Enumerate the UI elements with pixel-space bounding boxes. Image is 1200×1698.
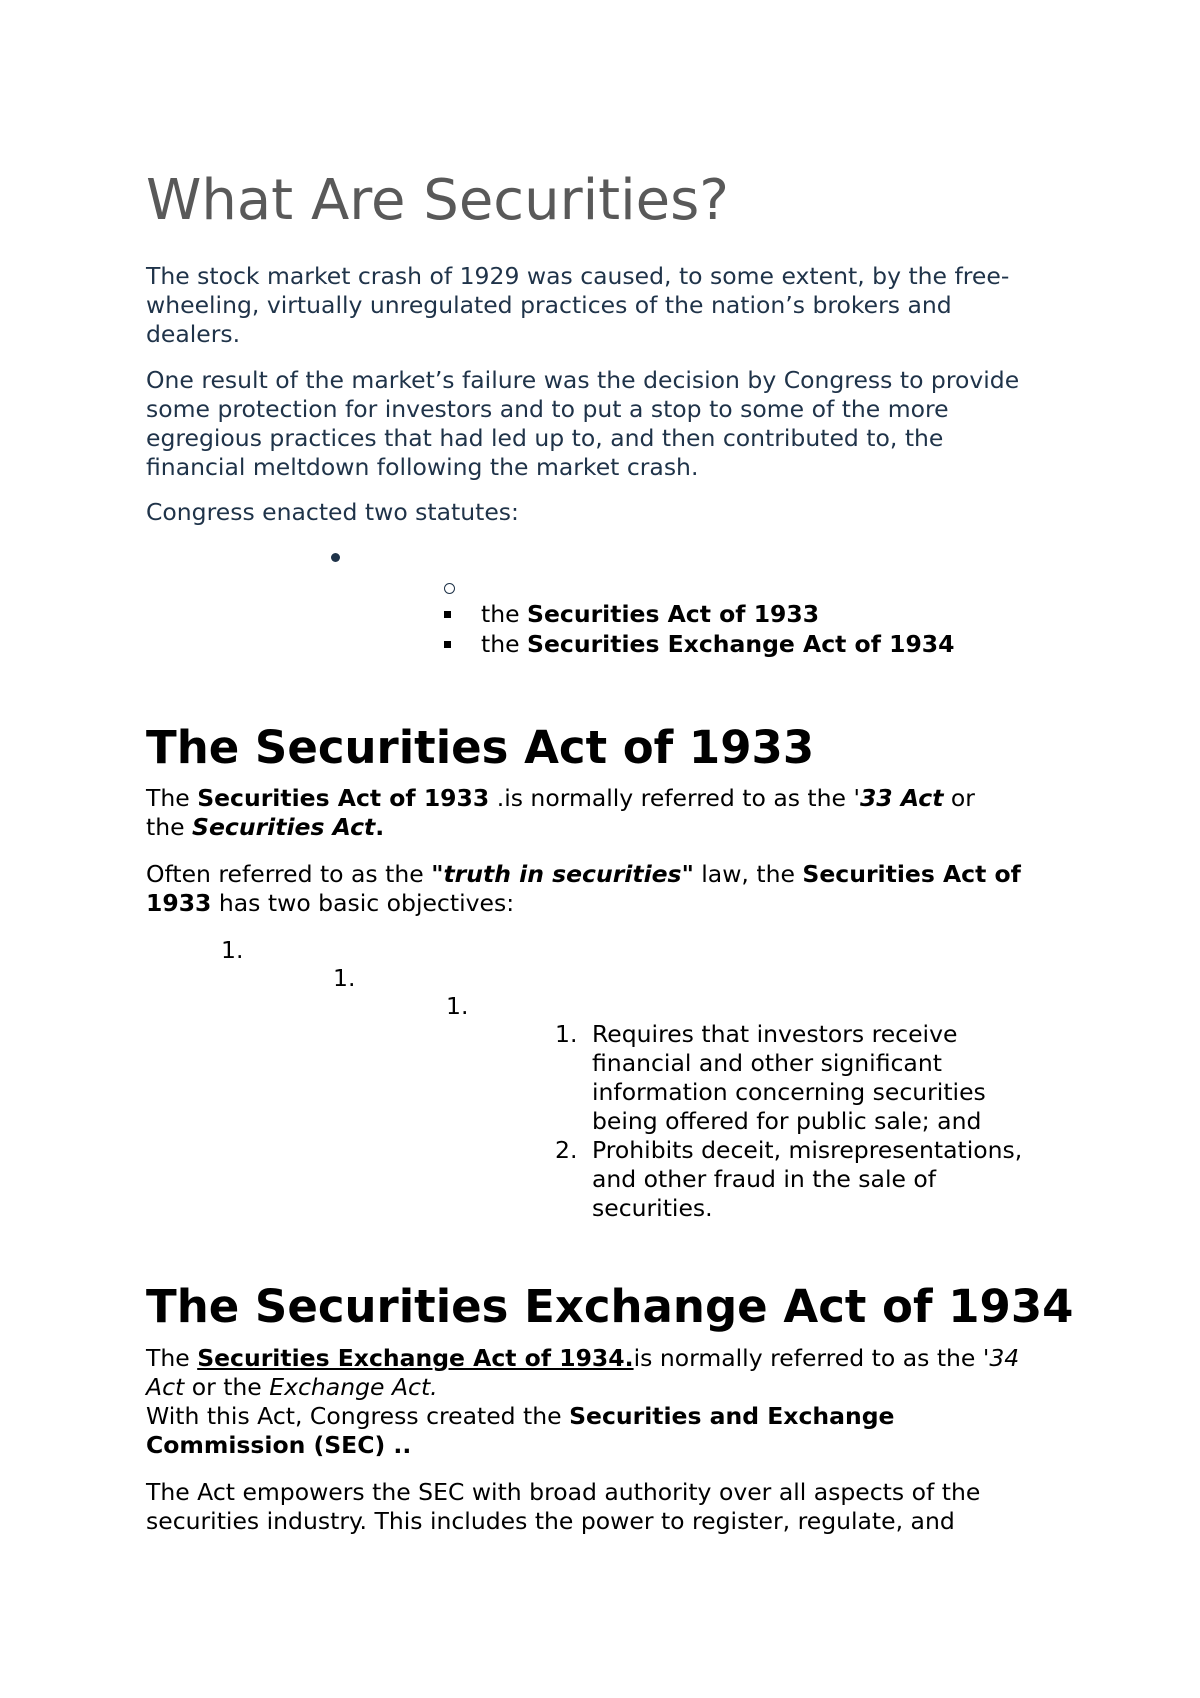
text-line: financial and other significant <box>592 1049 942 1077</box>
act1934-paragraph-3 <box>146 1478 980 1536</box>
text-run: With this Act, Congress created the <box>146 1402 570 1430</box>
nested-list-marker: 1. <box>446 992 469 1020</box>
statute-prefix: the <box>481 600 528 628</box>
text-line: being offered for public sale; and <box>592 1107 982 1135</box>
objective-item-1 <box>592 1020 986 1136</box>
text-line: dealers. <box>146 320 241 348</box>
statute-name: Securities Exchange Act of 1934 <box>527 630 955 658</box>
bullet-square-icon <box>444 611 451 618</box>
text-line: Prohibits deceit, misrepresentations, <box>592 1136 1023 1164</box>
statute-name: Securities Act of 1933 <box>527 600 820 628</box>
objective-marker: 2. <box>555 1136 578 1164</box>
text-line <box>146 784 975 813</box>
bullet-dot-icon <box>331 553 340 562</box>
statute-prefix: the <box>481 630 528 658</box>
text-run: .is normally referred to as the ' <box>489 784 860 812</box>
text-run-bold-italic: truth in securities <box>443 860 682 888</box>
text-run: law, the <box>693 860 803 888</box>
text-line <box>146 1431 894 1460</box>
text-run: the <box>146 813 193 841</box>
text-line <box>146 889 1021 918</box>
text-line: financial meltdown following the market crash. <box>146 453 699 481</box>
nested-list-marker: 1. <box>333 964 356 992</box>
text-line: Requires that investors receive <box>592 1020 958 1048</box>
text-run: The <box>146 1344 198 1372</box>
text-run-bold: " <box>681 860 694 888</box>
act1934-paragraph-2 <box>146 1402 894 1460</box>
intro-paragraph-2 <box>146 366 1019 482</box>
text-run-bold-underline: Securities Exchange Act of 1934. <box>197 1344 634 1372</box>
text-line <box>146 860 1021 889</box>
page-title: What Are Securities? <box>146 168 730 233</box>
section-heading-1933: The Securities Act of 1933 <box>146 721 815 774</box>
statute-item-1933 <box>481 600 819 629</box>
act1933-paragraph-2 <box>146 860 1021 918</box>
statute-item-1934 <box>481 630 955 659</box>
text-line <box>146 1402 894 1431</box>
text-run-italic: Act <box>146 1373 185 1401</box>
bullet-square-icon <box>444 641 451 648</box>
intro-paragraph-3: Congress enacted two statutes: <box>146 498 519 526</box>
text-run-bold-italic: Securities Act <box>192 813 376 841</box>
text-run-italic: Exchange Act. <box>269 1373 438 1401</box>
text-run-bold: Securities and Exchange <box>569 1402 895 1430</box>
text-run: The <box>146 784 198 812</box>
text-run-italic: 34 <box>989 1344 1020 1372</box>
text-run-bold-italic: 33 Act <box>859 784 944 812</box>
text-line: securities industry. This includes the power to register, regulate, and <box>146 1507 955 1535</box>
text-line <box>146 1373 1019 1402</box>
text-line: and other fraud in the sale of <box>592 1165 937 1193</box>
text-run: is normally referred to as the ' <box>633 1344 990 1372</box>
text-line <box>146 813 975 842</box>
act1933-paragraph-1 <box>146 784 975 842</box>
text-run-bold: Commission (SEC) .. <box>146 1431 412 1459</box>
text-line <box>146 1344 1019 1373</box>
text-run: Often referred to as the <box>146 860 432 888</box>
text-run-bold: Securities Act of 1933 <box>197 784 490 812</box>
text-line: One result of the market’s failure was the decision by Congress to provide <box>146 366 1020 394</box>
objective-marker: 1. <box>555 1020 578 1048</box>
text-line: The stock market crash of 1929 was caused, to some extent, by the free- <box>146 262 1010 290</box>
text-line: egregious practices that had led up to, and then contributed to, the <box>146 424 944 452</box>
text-run-bold: . <box>375 813 385 841</box>
text-line: some protection for investors and to put a stop to some of the more <box>146 395 949 423</box>
nested-list-marker: 1. <box>221 936 244 964</box>
intro-paragraph-1 <box>146 262 1009 349</box>
bullet-circle-icon <box>444 583 455 594</box>
text-line: The Act empowers the SEC with broad authority over all aspects of the <box>146 1478 981 1506</box>
text-run: or the <box>184 1373 270 1401</box>
text-line: securities. <box>592 1194 713 1222</box>
text-line: information concerning securities <box>592 1078 986 1106</box>
text-run-bold: Securities Act of <box>802 860 1021 888</box>
text-run: or <box>943 784 975 812</box>
text-run-bold: 1933 <box>146 889 212 917</box>
act1934-paragraph-1 <box>146 1344 1019 1402</box>
text-line: wheeling, virtually unregulated practices of the nation’s brokers and <box>146 291 952 319</box>
objective-item-2 <box>592 1136 1022 1223</box>
text-run: has two basic objectives: <box>211 889 515 917</box>
section-heading-1934: The Securities Exchange Act of 1934 <box>146 1280 1074 1333</box>
text-run-bold: " <box>431 860 444 888</box>
